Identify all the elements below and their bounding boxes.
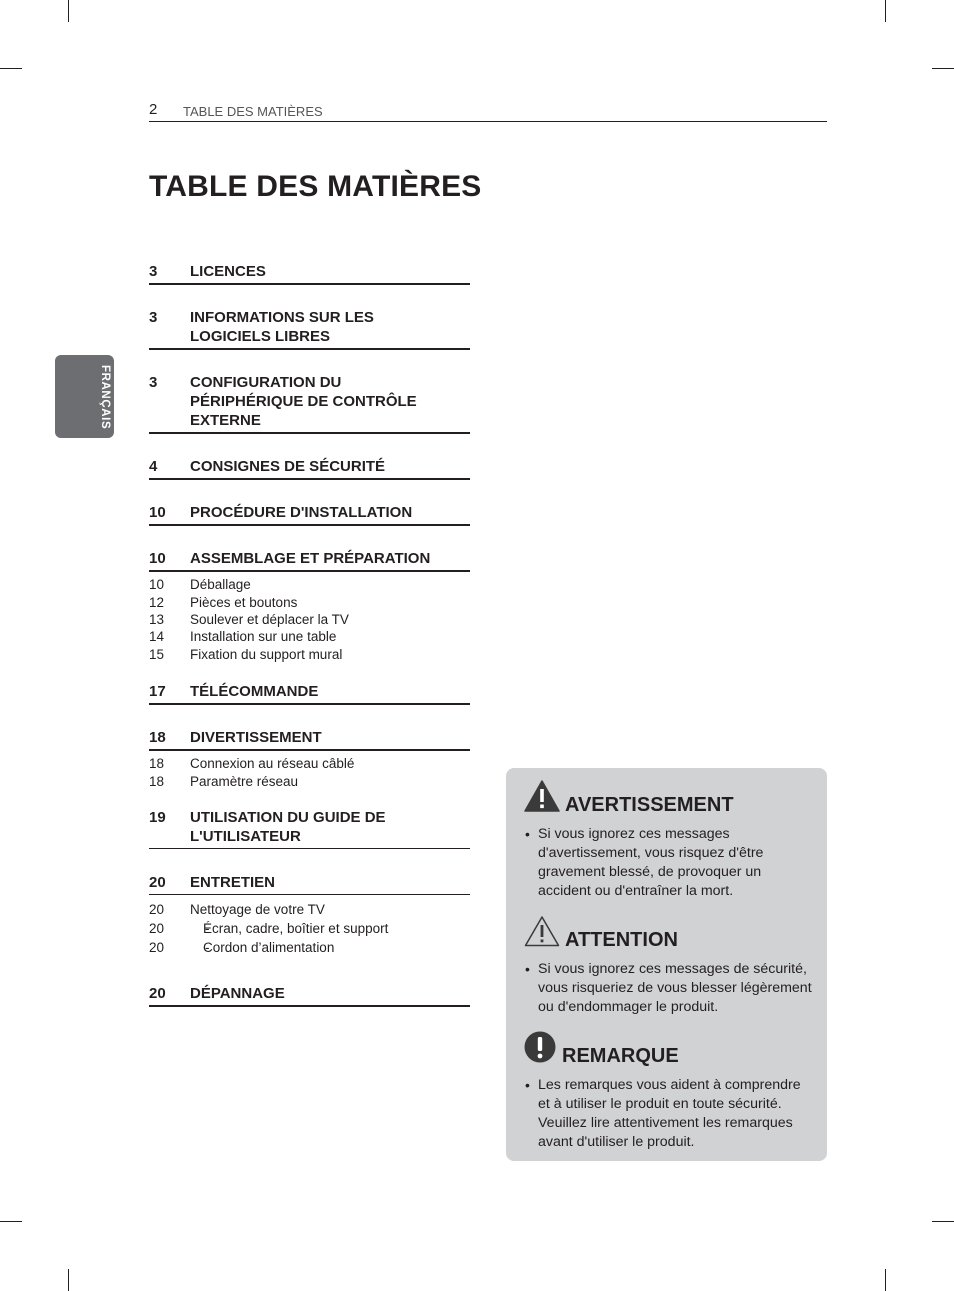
toc-page: 10 <box>149 550 166 567</box>
toc-page: 20 <box>149 874 166 891</box>
toc-section[interactable] <box>149 873 470 895</box>
page-header <box>149 100 827 122</box>
warning-triangle-outline-icon <box>524 915 560 952</box>
crop-mark <box>932 68 954 69</box>
toc-subitem-page: 18 <box>149 756 165 771</box>
toc-section[interactable] <box>149 728 470 751</box>
toc-subitem-page: 13 <box>149 612 165 627</box>
toc-page: 19 <box>149 809 166 826</box>
page-title: TABLE DES MATIÈRES <box>149 170 482 203</box>
warning-text: Si vous ignorez ces messages d'avertissement, vous risquez d'être gravement blessé, de provoquer un accident ou d'entraîner la mort. <box>538 826 764 899</box>
toc-subitem-page: 20 <box>149 940 165 955</box>
crop-mark <box>932 1221 954 1222</box>
toc-subitem-page: 14 <box>149 629 165 644</box>
toc-page: 3 <box>149 309 158 326</box>
toc-subitem-title: Paramètre réseau <box>190 774 299 789</box>
toc-page: 17 <box>149 683 166 700</box>
toc-section[interactable] <box>149 808 470 849</box>
language-tab-label: FRANÇAIS <box>99 364 111 430</box>
toc-title: PROCÉDURE D'INSTALLATION <box>190 504 413 521</box>
toc-title: DIVERTISSEMENT <box>190 729 322 746</box>
toc-subitem-title: Soulever et déplacer la TV <box>190 612 349 627</box>
caution-text: Si vous ignorez ces messages de sécurité, vous risqueriez de vous blesser légèrement ou d'endommager le produit. <box>538 961 812 1015</box>
toc-title: ASSEMBLAGE ET PRÉPARATION <box>190 550 431 567</box>
warning-triangle-filled-icon <box>524 780 560 817</box>
toc-subitem-title: Installation sur une table <box>190 629 337 644</box>
running-title: TABLE DES MATIÈRES <box>183 104 323 119</box>
toc-title: INFORMATIONS SUR LES LOGICIELS LIBRES <box>190 309 374 345</box>
toc-subitem-title: Nettoyage de votre TV <box>190 902 325 917</box>
note-text: Les remarques vous aident à comprendre et à utiliser le produit en toute sécurité. Veuillez lire attentivement les remarques avant d'utiliser le produit. <box>538 1077 801 1150</box>
toc-section[interactable] <box>149 457 470 480</box>
toc-subitem-title: Déballage <box>190 577 251 592</box>
toc-title: ENTRETIEN <box>190 874 276 891</box>
bullet: • <box>525 961 530 977</box>
toc-page: 3 <box>149 263 158 280</box>
notice-legend-box <box>506 768 827 1161</box>
page-number: 2 <box>149 101 158 118</box>
toc-subitem-title: - Écran, cadre, boîtier et support <box>203 920 388 937</box>
crop-mark <box>0 1221 22 1222</box>
toc-section[interactable] <box>149 549 470 572</box>
toc-page: 3 <box>149 374 158 391</box>
toc-title: DÉPANNAGE <box>190 985 285 1002</box>
crop-mark <box>885 0 886 22</box>
toc-title: TÉLÉCOMMANDE <box>190 683 319 700</box>
toc-page: 10 <box>149 504 166 521</box>
crop-mark <box>885 1269 886 1291</box>
toc-subitem-title: - Cordon d’alimentation <box>203 939 334 956</box>
toc-page: 20 <box>149 985 166 1002</box>
note-heading: REMARQUE <box>562 1045 679 1067</box>
toc-page: 4 <box>149 458 158 475</box>
toc-section[interactable] <box>149 308 470 350</box>
caution-heading: ATTENTION <box>565 929 678 951</box>
toc-subitem-page: 18 <box>149 774 165 789</box>
toc-section[interactable] <box>149 682 470 705</box>
crop-mark <box>68 0 69 22</box>
crop-mark <box>0 68 22 69</box>
toc-subitem-title: Fixation du support mural <box>190 647 343 662</box>
toc-page: 18 <box>149 729 166 746</box>
toc-subitem-title: Pièces et boutons <box>190 595 298 610</box>
toc-section[interactable] <box>149 984 470 1007</box>
toc-subitem-page: 15 <box>149 647 165 662</box>
toc-subitem-page: 10 <box>149 577 165 592</box>
toc-title: CONSIGNES DE SÉCURITÉ <box>190 458 386 475</box>
crop-mark <box>68 1269 69 1291</box>
toc-subitem-page: 12 <box>149 595 165 610</box>
toc-title: LICENCES <box>190 263 266 280</box>
toc-section[interactable] <box>149 503 470 526</box>
toc-section[interactable] <box>149 262 470 285</box>
bullet: • <box>525 1077 530 1093</box>
bullet: • <box>525 826 530 842</box>
toc-subitem-title: Connexion au réseau câblé <box>190 756 355 771</box>
exclamation-circle-icon <box>524 1031 556 1068</box>
toc-section[interactable] <box>149 373 470 434</box>
warning-heading: AVERTISSEMENT <box>565 794 734 816</box>
toc-title: CONFIGURATION DU PÉRIPHÉRIQUE DE CONTRÔLE EXTERNE <box>190 374 417 429</box>
toc-subitem-page: 20 <box>149 921 165 936</box>
toc-title: UTILISATION DU GUIDE DE L'UTILISATEUR <box>190 809 386 845</box>
toc-subitem-page: 20 <box>149 902 165 917</box>
